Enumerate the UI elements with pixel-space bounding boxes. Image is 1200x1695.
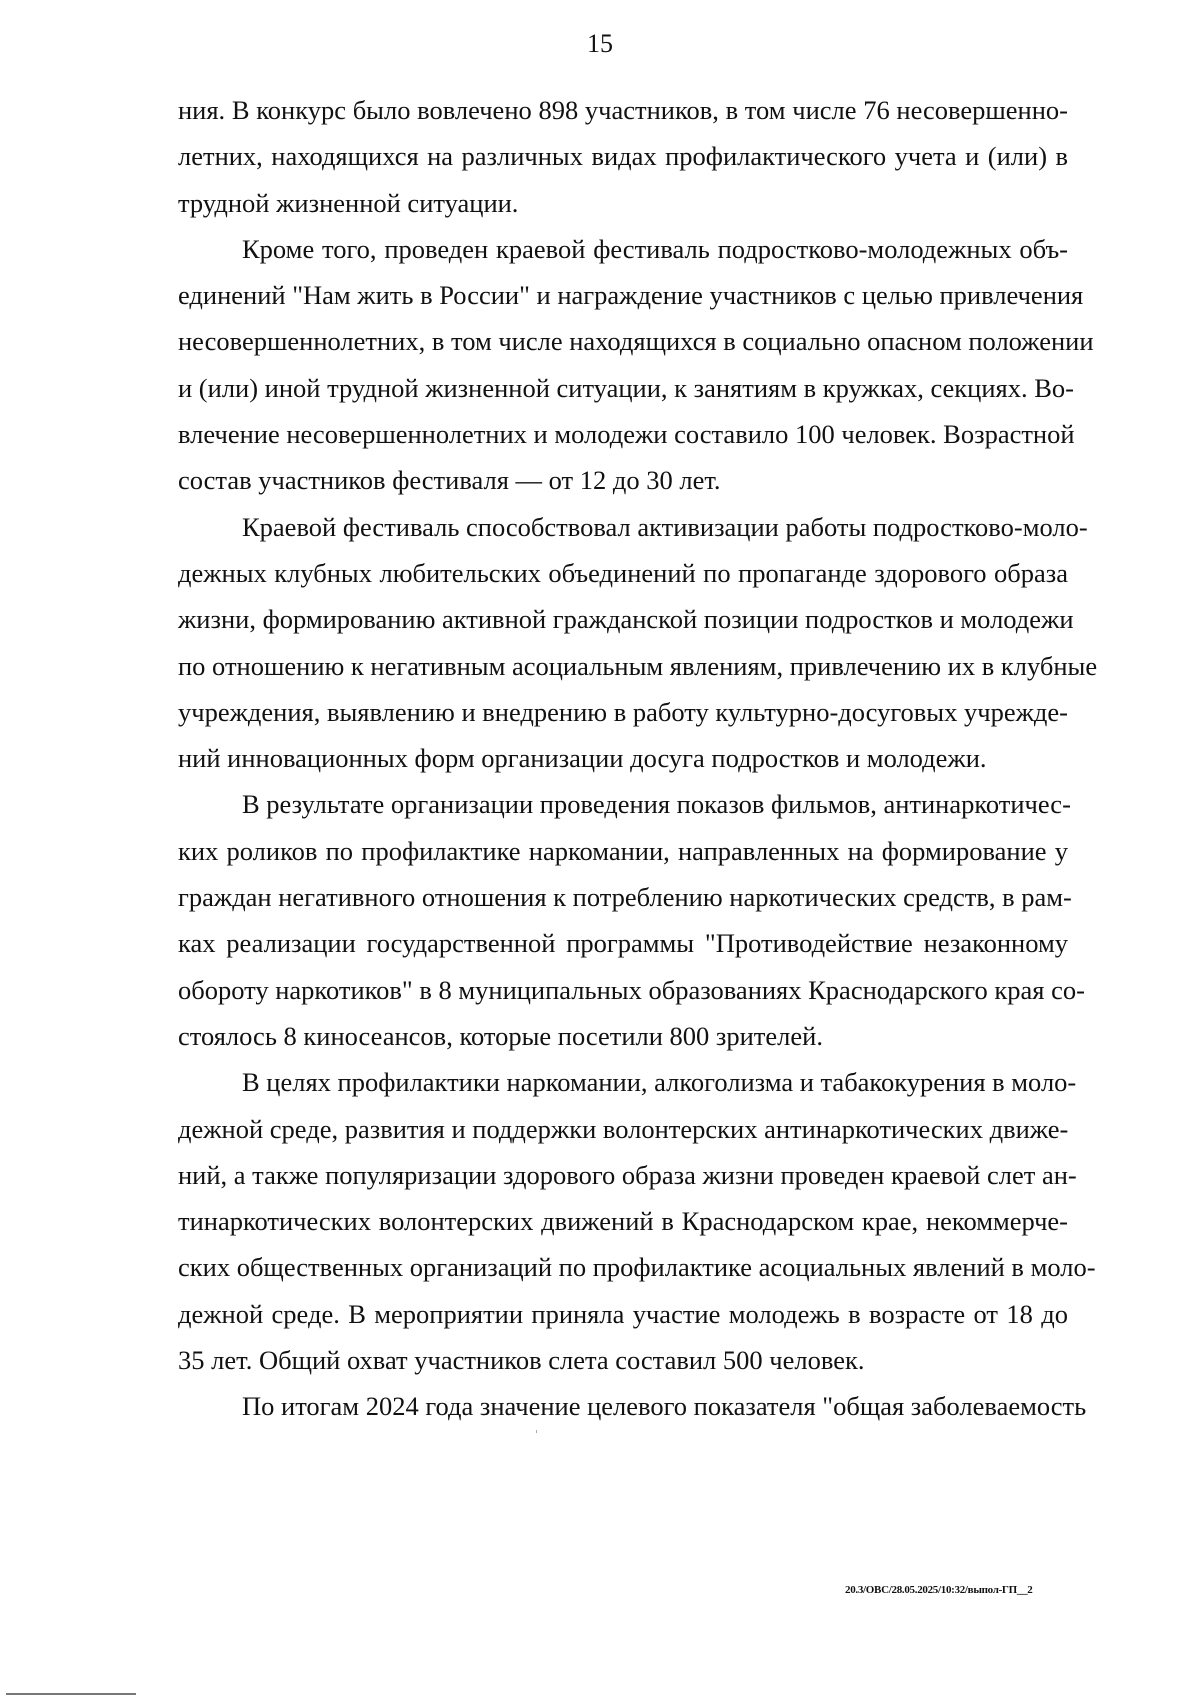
paragraph-2 bbox=[178, 226, 1094, 504]
text-line: стоялось 8 киносеансов, которые посетили 800 зрителей. bbox=[178, 1020, 823, 1051]
text-line: дежной среде, развития и поддержки волонтерских антинаркотических движе- bbox=[178, 1113, 1069, 1144]
text-line: ских общественных организаций по профилактике асоциальных явлений в моло- bbox=[178, 1252, 1096, 1283]
text-line: по отношению к негативным асоциальным явлениям, привлечению их в клубные bbox=[178, 650, 1098, 681]
scan-artifact bbox=[536, 1430, 537, 1433]
text-line: состав участников фестиваля — от 12 до 30 лет. bbox=[178, 465, 721, 496]
text-line: дежных клубных любительских объединений по пропаганде здорового образа bbox=[178, 557, 1068, 588]
paragraph-4 bbox=[178, 781, 1085, 1059]
text-line: обороту наркотиков" в 8 муниципальных образованиях Краснодарского края со- bbox=[178, 974, 1085, 1005]
text-line: и (или) иной трудной жизненной ситуации, к занятиям в кружках, секциях. Во- bbox=[178, 372, 1074, 403]
text-line: учреждения, выявлению и внедрению в работу культурно-досуговых учрежде- bbox=[178, 696, 1068, 727]
text-line: летних, находящихся на различных видах профилактического учета и (или) в bbox=[178, 141, 1068, 172]
text-line: трудной жизненной ситуации. bbox=[178, 187, 519, 218]
text-line: По итогам 2024 года значение целевого показателя "общая заболеваемость bbox=[242, 1391, 1087, 1422]
text-line: единений "Нам жить в России" и награждение участников с целью привлечения bbox=[178, 280, 1084, 311]
text-line: ния. В конкурс было вовлечено 898 участников, в том числе 76 несовершенно- bbox=[178, 95, 1068, 125]
text-line: дежной среде. В мероприятии приняла участие молодежь в возрасте от 18 до bbox=[178, 1298, 1068, 1329]
text-line: 35 лет. Общий охват участников слета составил 500 человек. bbox=[178, 1345, 865, 1376]
text-line: ках реализации государственной программы "Противодействие незаконному bbox=[178, 928, 1068, 959]
text-line: несовершеннолетних, в том числе находящихся в социально опасном положении bbox=[178, 326, 1094, 357]
text-line: тинаркотических волонтерских движений в Краснодарском крае, некоммерче- bbox=[178, 1206, 1068, 1237]
page-number: 15 bbox=[587, 29, 613, 58]
document-body bbox=[178, 87, 1098, 1430]
text-line: ний, а также популяризации здорового образа жизни проведен краевой слет ан- bbox=[178, 1159, 1077, 1190]
text-line: граждан негативного отношения к потреблению наркотических средств, в рам- bbox=[178, 882, 1072, 913]
text-line: ний инновационных форм организации досуга подростков и молодежи. bbox=[178, 743, 987, 774]
text-line: Кроме того, проведен краевой фестиваль подростково-молодежных объ- bbox=[242, 233, 1068, 264]
text-line: В результате организации проведения показов фильмов, антинаркотичес- bbox=[242, 789, 1071, 820]
text-line: ких роликов по профилактике наркомании, направленных на формирование у bbox=[178, 835, 1068, 866]
text-line: жизни, формированию активной гражданской позиции подростков и молодежи bbox=[178, 604, 1074, 635]
paragraph-3 bbox=[178, 504, 1098, 782]
paragraph-1 bbox=[178, 87, 1068, 226]
document-footer-code: 20.3/ОВС/28.05.2025/10:32/выпол-ГП__2 bbox=[845, 1584, 1033, 1596]
paragraph-6 bbox=[178, 1383, 1087, 1429]
text-line: влечение несовершеннолетних и молодежи составило 100 человек. Возрастной bbox=[178, 419, 1075, 450]
paragraph-5 bbox=[178, 1059, 1096, 1383]
text-line: В целях профилактики наркомании, алкоголизма и табакокурения в моло- bbox=[242, 1067, 1077, 1098]
text-line: Краевой фестиваль способствовал активизации работы подростково-моло- bbox=[242, 511, 1088, 542]
